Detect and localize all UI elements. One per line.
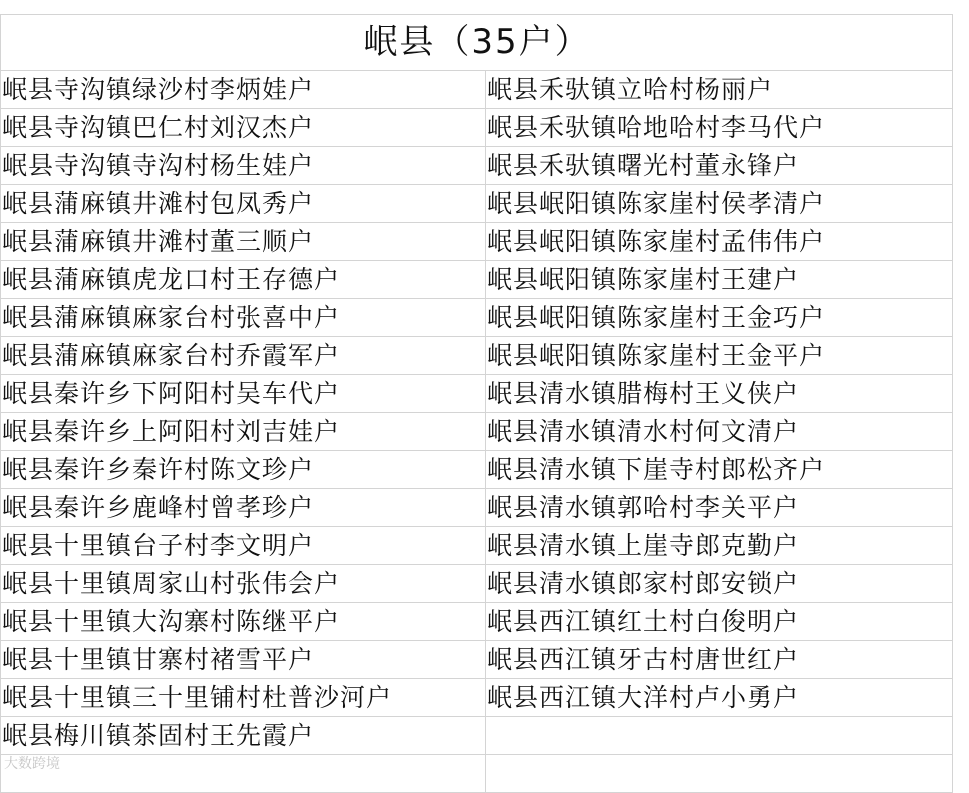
table-row [1,375,953,413]
cell-right[interactable]: 岷县禾驮镇立哈村杨丽户 [486,71,953,109]
table-row [1,565,953,603]
table-row [1,451,953,489]
spreadsheet [0,14,952,793]
cell-left[interactable]: 岷县十里镇大沟寨村陈继平户 [1,603,486,641]
cell-left[interactable]: 岷县蒲麻镇虎龙口村王存德户 [1,261,486,299]
table-row [1,603,953,641]
cell-right[interactable]: 岷县岷阳镇陈家崖村王金平户 [486,337,953,375]
table-row [1,413,953,451]
table-row [1,641,953,679]
cell-right[interactable]: 岷县岷阳镇陈家崖村孟伟伟户 [486,223,953,261]
cell-right[interactable]: 岷县清水镇腊梅村王义侠户 [486,375,953,413]
table-row [1,755,953,793]
cell-right[interactable]: 岷县清水镇清水村何文清户 [486,413,953,451]
table-row [1,527,953,565]
cell-right[interactable]: 岷县禾驮镇曙光村董永锋户 [486,147,953,185]
cell-right[interactable]: 岷县禾驮镇哈地哈村李马代户 [486,109,953,147]
table-row [1,71,953,109]
table-row [1,299,953,337]
cell-right[interactable]: 岷县清水镇郎家村郎安锁户 [486,565,953,603]
cell-right[interactable]: 岷县西江镇大洋村卢小勇户 [486,679,953,717]
cell-left[interactable] [1,755,486,793]
table-row [1,717,953,755]
table-row [1,223,953,261]
cell-left[interactable]: 岷县寺沟镇巴仁村刘汉杰户 [1,109,486,147]
title-row [1,15,953,71]
cell-right[interactable]: 岷县岷阳镇陈家崖村侯孝清户 [486,185,953,223]
cell-left[interactable]: 岷县秦许乡秦许村陈文珍户 [1,451,486,489]
cell-left[interactable]: 岷县蒲麻镇井滩村包凤秀户 [1,185,486,223]
cell-left[interactable]: 岷县蒲麻镇麻家台村张喜中户 [1,299,486,337]
cell-left[interactable]: 岷县十里镇周家山村张伟会户 [1,565,486,603]
table-row [1,679,953,717]
table-row [1,337,953,375]
table-row [1,185,953,223]
cell-left[interactable]: 岷县秦许乡下阿阳村吴车代户 [1,375,486,413]
cell-right[interactable]: 岷县清水镇郭哈村李关平户 [486,489,953,527]
cell-left[interactable]: 岷县十里镇台子村李文明户 [1,527,486,565]
cell-left[interactable]: 岷县秦许乡上阿阳村刘吉娃户 [1,413,486,451]
cell-left[interactable]: 岷县十里镇三十里铺村杜普沙河户 [1,679,486,717]
cell-left[interactable]: 岷县秦许乡鹿峰村曾孝珍户 [1,489,486,527]
cell-right[interactable]: 岷县清水镇上崖寺郎克勤户 [486,527,953,565]
cell-right[interactable]: 岷县西江镇牙古村唐世红户 [486,641,953,679]
cell-left[interactable]: 岷县十里镇甘寨村褚雪平户 [1,641,486,679]
cell-right[interactable] [486,717,953,755]
table-row [1,109,953,147]
cell-left[interactable]: 岷县寺沟镇寺沟村杨生娃户 [1,147,486,185]
cell-right[interactable] [486,755,953,793]
table-title[interactable]: 岷县（35户） [1,15,953,71]
cell-left[interactable]: 岷县蒲麻镇井滩村董三顺户 [1,223,486,261]
cell-left[interactable]: 岷县寺沟镇绿沙村李炳娃户 [1,71,486,109]
household-table [0,14,953,793]
cell-left[interactable]: 岷县蒲麻镇麻家台村乔霞军户 [1,337,486,375]
table-row [1,261,953,299]
top-margin [0,0,969,14]
cell-right[interactable]: 岷县西江镇红土村白俊明户 [486,603,953,641]
watermark: 大数跨境 [4,756,60,772]
cell-left[interactable]: 岷县梅川镇茶固村王先霞户 [1,717,486,755]
table-row [1,489,953,527]
table-row [1,147,953,185]
cell-right[interactable]: 岷县岷阳镇陈家崖村王建户 [486,261,953,299]
cell-right[interactable]: 岷县清水镇下崖寺村郎松齐户 [486,451,953,489]
cell-right[interactable]: 岷县岷阳镇陈家崖村王金巧户 [486,299,953,337]
